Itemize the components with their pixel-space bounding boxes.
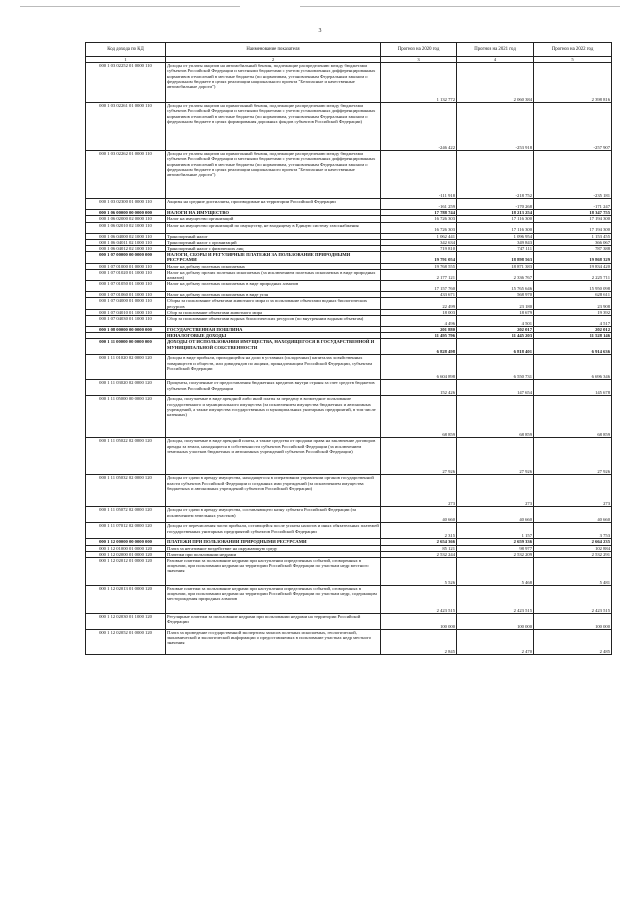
row-code: 000 1 03 02262 01 0000 110 (86, 151, 166, 199)
row-value-2020: -111 918 (381, 151, 457, 199)
row-value-2021: 349 843 (457, 239, 534, 245)
row-value-2022: 202 012 (534, 327, 612, 333)
row-value-2021: 747 111 (457, 246, 534, 252)
row-name: Транспортный налог с организаций (166, 239, 381, 245)
row-name: Сборы за пользование объектами животного мира и за пользование объектами водных биологических ресурсов (166, 298, 381, 309)
table-row (86, 558, 612, 586)
table-row (86, 475, 612, 507)
row-name: Доходы от сдачи в аренду имущества, составляющего казну субъекта Российской Федерации (за исключением земельных участков) (166, 507, 381, 523)
row-name: Доходы от уплаты акцизов на автомобильный бензин, подлежащие распределению между бюджетами субъектов Российской Федерации и местными бюджетами с учетом установленных дифференцированных нормативов отчислений в местные бюджеты (по нормативам, установленным Федеральным законом о федеральном бюджете в целях реализации национального проекта "Безопасные и качественные автомобильные дороги") (166, 63, 381, 103)
table-row (86, 614, 612, 630)
row-code: 000 1 08 00000 00 0000 000 (86, 327, 166, 333)
row-value-2020: 2 532 244 (381, 551, 457, 557)
row-value-2020: 17 157 760 (381, 281, 457, 292)
row-value-2020: 2 423 515 (381, 586, 457, 614)
column-number: 3 (381, 57, 457, 63)
row-value-2022: 145 678 (534, 380, 612, 396)
row-value-2021: 15 765 646 (457, 281, 534, 292)
row-value-2022: 2 225 711 (534, 269, 612, 280)
row-name: Налог на имущество организаций (166, 216, 381, 222)
table-row (86, 507, 612, 523)
header-2020: Прогноз на 2020 год (381, 43, 457, 57)
row-name: Доходы от уплаты акцизов на прямогонный бензин, подлежащие распределению между бюджетами субъектов Российской Федерации и местными бюджетами с учетом установленных дифференцированных нормативов отчислений в местные бюджеты (по нормативам, установленным Федеральным законом о федеральном бюджете в целях реализации национального проекта "Безопасные и качественные автомобильные дороги") (166, 151, 381, 199)
row-value-2022: 100 000 (534, 614, 612, 630)
table-row (86, 281, 612, 292)
row-value-2022: 2 423 515 (534, 586, 612, 614)
row-value-2022: 6 914 636 (534, 339, 612, 355)
row-value-2022: 3 753 (534, 523, 612, 539)
row-code: 000 1 12 02030 01 1000 120 (86, 614, 166, 630)
row-value-2022: 102 884 (534, 545, 612, 551)
row-value-2021: 2 532 209 (457, 551, 534, 557)
row-code: 000 1 06 04000 02 1000 110 (86, 233, 166, 239)
row-value-2021: 1 157 (457, 523, 534, 539)
row-name: Налог на добычу полезных ископаемых в виде угля (166, 292, 381, 298)
row-name: Регулярные платежи за пользование недрами при пользовании недрами на территории Российской Федерации (166, 614, 381, 630)
table-row (86, 586, 612, 614)
row-value-2020: 17 788 744 (381, 210, 457, 216)
row-code: 000 1 03 02252 01 0000 110 (86, 63, 166, 103)
row-code: 000 1 11 03020 02 0000 120 (86, 380, 166, 396)
row-value-2021: 273 (457, 475, 534, 507)
row-value-2022: 5 481 (534, 558, 612, 586)
row-code: 000 1 06 02010 02 1000 110 (86, 222, 166, 233)
row-name: Транспортный налог с физических лиц (166, 246, 381, 252)
row-value-2020: -161 259 (381, 199, 457, 210)
row-value-2021: -218 752 (457, 151, 534, 199)
row-value-2022: 15 950 098 (534, 281, 612, 292)
row-value-2022: 68 859 (534, 396, 612, 438)
row-value-2020: 11 495 796 (381, 333, 457, 339)
row-value-2020: 19 768 555 (381, 263, 457, 269)
row-value-2021: 98 977 (457, 545, 534, 551)
row-value-2021: 11 445 203 (457, 333, 534, 339)
row-value-2021: 40 660 (457, 507, 534, 523)
row-value-2022: 40 660 (534, 507, 612, 523)
top-rule-left (20, 6, 240, 7)
row-code: 000 1 06 04011 02 1000 110 (86, 239, 166, 245)
row-value-2020: 22 499 (381, 298, 457, 309)
row-code: 000 1 12 02052 01 0000 120 (86, 630, 166, 655)
table-row (86, 222, 612, 233)
row-name: Плата за негативное воздействие на окружающую среду (166, 545, 381, 551)
row-code: 000 1 12 01000 01 0000 120 (86, 545, 166, 551)
row-name: Доходы от уплаты акцизов на прямогонный бензин, подлежащие распределению между бюджетами субъектов Российской Федерации и местными бюджетами с учетом установленных дифференцированных нормативов отчислений в местные бюджеты (по нормативам, установленным Федеральным законом о федеральном бюджете в целях формирования дорожных фондов субъектов Российской Федерации) (166, 103, 381, 151)
row-name: Разовые платежи за пользование недрами при наступлении определенных событий, оговоренных в лицензии, при пользовании недрами на территории Российской Федерации по участкам недр местного значения (166, 558, 381, 586)
row-value-2020: 719 810 (381, 246, 457, 252)
row-code: 000 1 03 02261 01 0000 110 (86, 103, 166, 151)
row-value-2022: -257 907 (534, 103, 612, 151)
row-code: 000 1 07 04030 01 1000 110 (86, 316, 166, 327)
table-row (86, 380, 612, 396)
table-row (86, 63, 612, 103)
row-value-2021: 27 926 (457, 438, 534, 475)
row-value-2021: 18 213 254 (457, 210, 534, 216)
row-value-2020: 18 003 (381, 309, 457, 315)
header-2021: Прогноз на 2021 год (457, 43, 534, 57)
row-name: Плата за проведение государственной экспертизы запасов полезных ископаемых, геологической, экономической и экологической информации о предоставляемых в пользование участках недр местного значения (166, 630, 381, 655)
column-number: 2 (166, 57, 381, 63)
row-value-2021: 2 336 767 (457, 269, 534, 280)
row-name: Налог на добычу прочих полезных ископаемых (за исключением полезных ископаемых в виде природных алмазов) (166, 269, 381, 280)
row-name: Разовые платежи за пользование недрами при наступлении определенных событий, оговоренных в лицензии, при пользовании недрами на территории Российской Федерации по участкам недр, содержащим месторождения природных алмазов (166, 586, 381, 614)
row-code: 000 1 03 02300 01 0000 110 (86, 199, 166, 210)
row-value-2020: 6 828 498 (381, 339, 457, 355)
row-value-2021: 568 970 (457, 292, 534, 298)
row-value-2021: 6 550 731 (457, 355, 534, 380)
row-value-2020: 27 926 (381, 438, 457, 475)
row-value-2022: 2 664 235 (534, 539, 612, 545)
row-value-2020: 19 791 054 (381, 252, 457, 263)
row-value-2022: 2 398 816 (534, 63, 612, 103)
table-header-row (86, 43, 612, 57)
header-2022: Прогноз на 2022 год (534, 43, 612, 57)
row-value-2022: 23 908 (534, 298, 612, 309)
column-number: 4 (457, 57, 534, 63)
table-row (86, 252, 612, 263)
row-value-2020: -246 422 (381, 103, 457, 151)
row-code: 000 1 07 01020 01 1000 110 (86, 269, 166, 280)
row-code: 000 1 07 00000 00 0000 000 (86, 252, 166, 263)
row-name: Налог на имущество организаций по имуществу, не входящему в Единую систему газоснабжения (166, 222, 381, 233)
row-value-2021: 147 654 (457, 380, 534, 396)
row-value-2021: 2 060 384 (457, 63, 534, 103)
row-value-2021: 2 659 336 (457, 539, 534, 545)
row-code: 000 1 06 02000 02 0000 110 (86, 216, 166, 222)
row-value-2020: 100 000 (381, 614, 457, 630)
table-row (86, 523, 612, 539)
row-value-2021: 2 423 515 (457, 586, 534, 614)
row-value-2020: 68 859 (381, 396, 457, 438)
row-value-2022: 17 194 300 (534, 222, 612, 233)
row-value-2022: 19 834 420 (534, 263, 612, 269)
row-name: ГОСУДАРСТВЕННАЯ ПОШЛИНА (166, 327, 381, 333)
row-value-2020: 40 660 (381, 507, 457, 523)
row-code: 000 1 12 02013 01 0000 120 (86, 586, 166, 614)
row-value-2022: 19 392 (534, 309, 612, 315)
table-row (86, 298, 612, 309)
row-code: 000 1 11 05000 00 0000 120 (86, 396, 166, 438)
row-value-2020: 1 062 441 (381, 233, 457, 239)
row-value-2022: 27 926 (534, 438, 612, 475)
row-value-2022: -235 181 (534, 151, 612, 199)
row-value-2021: 68 859 (457, 396, 534, 438)
row-value-2021: 18 871 383 (457, 263, 534, 269)
row-value-2021: 2 470 (457, 630, 534, 655)
row-value-2022: 18 347 755 (534, 210, 612, 216)
row-name: НЕНАЛОГОВЫЕ ДОХОДЫ (166, 333, 381, 339)
row-name: Сбор за пользование объектами водных биологических ресурсов (по внутренним водным объектам) (166, 316, 381, 327)
row-value-2020: 152 426 (381, 380, 457, 396)
table-row (86, 630, 612, 655)
row-value-2021: 5 468 (457, 558, 534, 586)
row-code: 000 1 07 01050 01 1000 110 (86, 281, 166, 292)
row-name: Доходы, получаемые в виде арендной платы, а также средства от продажи права на заключение договоров аренды за земли, находящиеся в собственности субъектов Российской Федерации (за исключением земельных участков бюджетных и автономных учреждений субъектов Российской Федерации) (166, 438, 381, 475)
row-code: 000 1 12 02012 01 0000 120 (86, 558, 166, 586)
row-value-2020: 201 880 (381, 327, 457, 333)
row-value-2020: 2 315 (381, 523, 457, 539)
row-code: 000 1 06 04012 02 1000 110 (86, 246, 166, 252)
row-value-2021: 1 096 954 (457, 233, 534, 239)
row-value-2022: 19 868 329 (534, 252, 612, 263)
row-code: 000 1 12 02000 01 0000 120 (86, 551, 166, 557)
row-value-2021: -170 268 (457, 199, 534, 210)
row-name: Доходы от перечисления части прибыли, остающейся после уплаты налогов и иных обязательных платежей государственных унитарных предприятий субъектов Российской Федерации (166, 523, 381, 539)
row-value-2022: 787 388 (534, 246, 612, 252)
row-value-2021: 18 898 563 (457, 252, 534, 263)
row-value-2020: 16 726 303 (381, 216, 457, 222)
row-value-2020: 2 845 (381, 630, 457, 655)
row-value-2020: 2 177 121 (381, 269, 457, 280)
top-rule-right (300, 6, 620, 7)
row-name: Доходы в виде прибыли, приходящейся на доли в уставных (складочных) капиталах хозяйственных товариществ и обществ, или дивидендов по акциям, принадлежащим Российской Федерации, субъектам Российской Федерации (166, 355, 381, 380)
row-value-2020: 273 (381, 475, 457, 507)
row-code: 000 1 11 05032 02 0000 120 (86, 475, 166, 507)
row-value-2020: 5 526 (381, 558, 457, 586)
row-name: Доходы, получаемые в виде арендной либо иной платы за передачу в возмездное пользование государственного и муниципального имущества (за исключением имущества бюджетных и автономных учреждений, а также имущества государственных и муниципальных унитарных предприятий, в том числе казенных) (166, 396, 381, 438)
row-value-2022: 628 611 (534, 292, 612, 298)
page-number: 3 (318, 28, 322, 34)
revenue-forecast-table (85, 42, 612, 655)
table-row (86, 396, 612, 438)
row-name: ПЛАТЕЖИ ПРИ ПОЛЬЗОВАНИИ ПРИРОДНЫМИ РЕСУРСАМИ (166, 539, 381, 545)
table-body (86, 63, 612, 655)
row-value-2021: 17 116 300 (457, 222, 534, 233)
row-value-2022: 17 194 300 (534, 216, 612, 222)
row-value-2021: 18 679 (457, 309, 534, 315)
row-name: Транспортный налог (166, 233, 381, 239)
column-number: 1 (86, 57, 166, 63)
row-name: Акцизы на средние дистилляты, производимые на территории Российской Федерации (166, 199, 381, 210)
row-code: 000 1 11 00000 00 0000 000 (86, 339, 166, 355)
row-value-2021: 23 180 (457, 298, 534, 309)
row-value-2021: 100 000 (457, 614, 534, 630)
table-row (86, 269, 612, 280)
row-value-2021: -253 918 (457, 103, 534, 151)
row-name: Сбор за пользование объектами животного мира (166, 309, 381, 315)
row-code: 000 1 11 05072 02 0000 120 (86, 507, 166, 523)
row-code: 000 1 11 07012 02 0000 120 (86, 523, 166, 539)
table-row (86, 151, 612, 199)
row-value-2022: 1 153 455 (534, 233, 612, 239)
table-row (86, 438, 612, 475)
row-value-2022: 11 528 146 (534, 333, 612, 339)
row-code: 000 1 06 00000 00 0000 000 (86, 210, 166, 216)
row-value-2022: 2 532 291 (534, 551, 612, 557)
row-name: НАЛОГИ НА ИМУЩЕСТВО (166, 210, 381, 216)
table-row (86, 103, 612, 151)
row-code: 000 1 07 01060 01 1000 110 (86, 292, 166, 298)
table-row (86, 355, 612, 380)
row-code: 000 1 07 04000 01 0000 110 (86, 298, 166, 309)
row-value-2021: 202 017 (457, 327, 534, 333)
row-value-2020: 4 496 (381, 316, 457, 327)
header-name: Наименование показателя (166, 43, 381, 57)
table-row (86, 199, 612, 210)
table-row (86, 316, 612, 327)
row-value-2020: 6 604 898 (381, 355, 457, 380)
row-value-2021: 17 116 300 (457, 216, 534, 222)
row-name: Доходы от сдачи в аренду имущества, находящегося в оперативном управлении органов государственной власти субъектов Российской Федерации и созданных ими учреждений (за исключением имущества бюджетных и автономных учреждений субъектов Российской Федерации) (166, 475, 381, 507)
row-value-2020: 342 634 (381, 239, 457, 245)
row-code: 000 1 11 01020 02 0000 120 (86, 355, 166, 380)
row-value-2022: 366 067 (534, 239, 612, 245)
row-code: 000 1 07 01000 01 0000 110 (86, 263, 166, 269)
row-value-2020: 85 121 (381, 545, 457, 551)
row-code: 000 1 12 00000 00 0000 000 (86, 539, 166, 545)
row-value-2021: 4 501 (457, 316, 534, 327)
header-code: Код дохода по КД (86, 43, 166, 57)
row-value-2020: 2 654 366 (381, 539, 457, 545)
row-value-2022: 6 696 346 (534, 355, 612, 380)
table-row (86, 339, 612, 355)
row-value-2022: -171 247 (534, 199, 612, 210)
row-name: Платежи при пользовании недрами (166, 551, 381, 557)
row-value-2022: 4 517 (534, 316, 612, 327)
row-value-2020: 16 726 303 (381, 222, 457, 233)
row-name: НАЛОГИ, СБОРЫ И РЕГУЛЯРНЫЕ ПЛАТЕЖИ ЗА ПОЛЬЗОВАНИЕ ПРИРОДНЫМИ РЕСУРСАМИ (166, 252, 381, 263)
row-value-2020: 433 671 (381, 292, 457, 298)
row-name: ДОХОДЫ ОТ ИСПОЛЬЗОВАНИЯ ИМУЩЕСТВА, НАХОДЯЩЕГОСЯ В ГОСУДАРСТВЕННОЙ И МУНИЦИПАЛЬНОЙ СОБСТВЕННОСТИ (166, 339, 381, 355)
row-name: Налог на добычу полезных ископаемых (166, 263, 381, 269)
row-name: Налог на добычу полезных ископаемых в виде природных алмазов (166, 281, 381, 292)
row-value-2021: 6 818 401 (457, 339, 534, 355)
row-code: 000 1 07 04010 01 1000 110 (86, 309, 166, 315)
row-value-2022: 273 (534, 475, 612, 507)
row-value-2020: 1 132 772 (381, 63, 457, 103)
column-number: 5 (534, 57, 612, 63)
row-value-2022: 2 485 (534, 630, 612, 655)
row-code: 000 1 11 05022 02 0000 120 (86, 438, 166, 475)
row-name: Проценты, полученные от предоставления бюджетных кредитов внутри страны за счет средств бюджетов субъектов Российской Федерации (166, 380, 381, 396)
